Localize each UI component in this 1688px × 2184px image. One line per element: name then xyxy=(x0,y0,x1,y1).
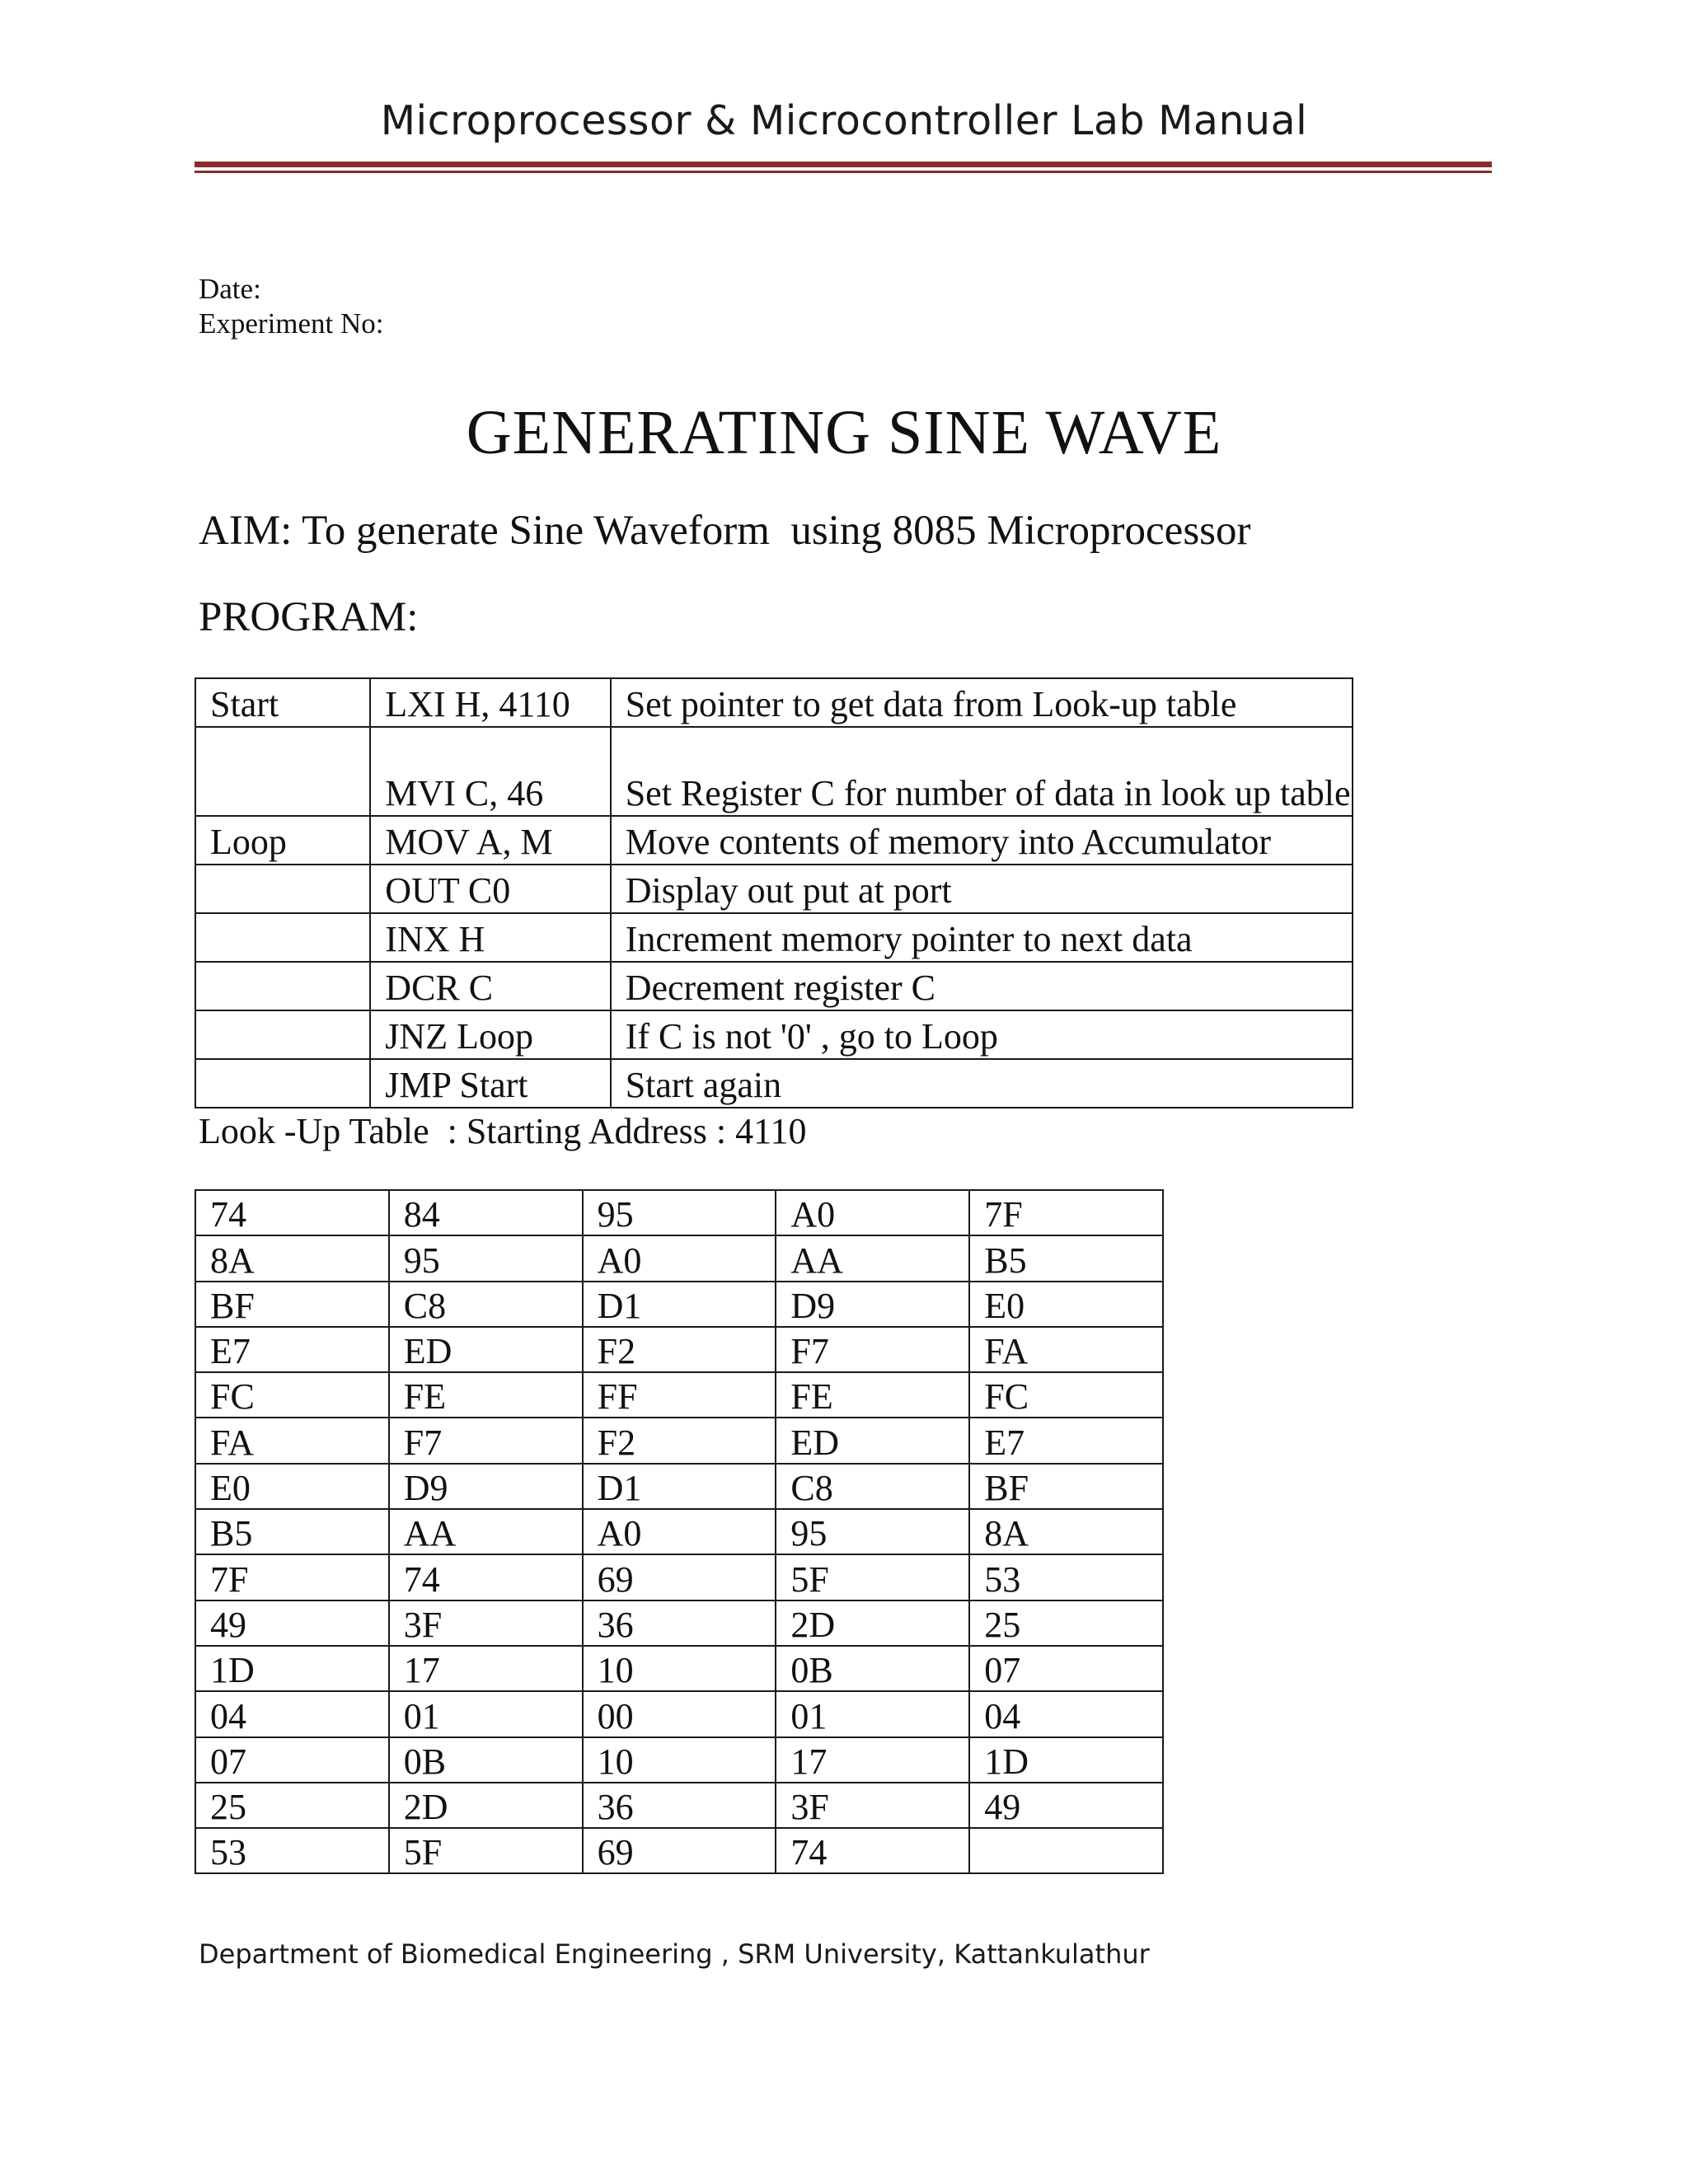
lookup-table-caption: Look -Up Table : Starting Address : 4110 xyxy=(199,1111,807,1151)
lookup-table xyxy=(195,1189,1164,1874)
table-row xyxy=(195,1010,1353,1059)
lookup-cell: 49 xyxy=(969,1783,1163,1828)
table-row xyxy=(195,1418,1163,1463)
header-rule xyxy=(195,162,1492,167)
date-label: Date: xyxy=(199,273,261,305)
table-row xyxy=(195,1509,1163,1554)
table-row xyxy=(195,1190,1163,1235)
lookup-cell: AA xyxy=(776,1235,969,1281)
lookup-cell: FA xyxy=(969,1327,1163,1372)
table-row xyxy=(195,1691,1163,1736)
lookup-cell: 53 xyxy=(195,1828,389,1873)
program-label-cell xyxy=(195,962,370,1010)
header-rule-thin xyxy=(195,171,1492,173)
lookup-cell: 01 xyxy=(389,1691,583,1736)
lookup-cell: E7 xyxy=(195,1327,389,1372)
lookup-cell: FA xyxy=(195,1418,389,1463)
lookup-cell: C8 xyxy=(389,1282,583,1327)
lookup-cell: B5 xyxy=(969,1235,1163,1281)
lookup-cell: A0 xyxy=(583,1235,776,1281)
lookup-cell: 01 xyxy=(776,1691,969,1736)
lookup-cell: 10 xyxy=(583,1737,776,1783)
program-instruction-cell: OUT C0 xyxy=(370,865,610,913)
running-header: Microprocessor & Microcontroller Lab Manual xyxy=(380,97,1308,144)
lookup-cell: 69 xyxy=(583,1554,776,1600)
table-row xyxy=(195,1554,1163,1600)
lookup-cell: 74 xyxy=(776,1828,969,1873)
lookup-cell: 17 xyxy=(776,1737,969,1783)
page-title: GENERATING SINE WAVE xyxy=(466,398,1222,467)
table-row xyxy=(195,913,1353,962)
lookup-cell: 95 xyxy=(583,1190,776,1235)
program-comment-cell: Increment memory pointer to next data xyxy=(611,913,1353,962)
lookup-cell: D1 xyxy=(583,1464,776,1509)
program-instruction-cell: JMP Start xyxy=(370,1059,610,1108)
lookup-cell: 1D xyxy=(195,1646,389,1691)
lookup-cell: 0B xyxy=(776,1646,969,1691)
lookup-cell: AA xyxy=(389,1509,583,1554)
table-row xyxy=(195,727,1353,816)
program-instruction-cell: LXI H, 4110 xyxy=(370,678,610,727)
table-row xyxy=(195,1235,1163,1281)
lookup-cell: 53 xyxy=(969,1554,1163,1600)
lookup-cell: 2D xyxy=(389,1783,583,1828)
program-table xyxy=(195,677,1353,1108)
program-comment-cell: Decrement register C xyxy=(611,962,1353,1010)
lookup-cell: 49 xyxy=(195,1601,389,1646)
program-heading: PROGRAM: xyxy=(199,594,419,640)
table-row xyxy=(195,1828,1163,1873)
lookup-cell: C8 xyxy=(776,1464,969,1509)
lookup-cell: 74 xyxy=(195,1190,389,1235)
lookup-cell: D9 xyxy=(776,1282,969,1327)
program-label-cell xyxy=(195,1059,370,1108)
lookup-cell: ED xyxy=(389,1327,583,1372)
program-label-cell xyxy=(195,865,370,913)
lookup-cell: 2D xyxy=(776,1601,969,1646)
program-label-cell: Loop xyxy=(195,816,370,865)
program-comment-cell: Set Register C for number of data in look up table xyxy=(611,727,1353,816)
program-label-cell xyxy=(195,1010,370,1059)
lookup-cell: 95 xyxy=(389,1235,583,1281)
lookup-cell: 7F xyxy=(969,1190,1163,1235)
program-label-cell: Start xyxy=(195,678,370,727)
table-row xyxy=(195,1601,1163,1646)
lookup-cell: 95 xyxy=(776,1509,969,1554)
lookup-cell: F7 xyxy=(776,1327,969,1372)
lookup-cell: 8A xyxy=(195,1235,389,1281)
program-instruction-cell: MVI C, 46 xyxy=(370,727,610,816)
table-row xyxy=(195,678,1353,727)
table-row xyxy=(195,1327,1163,1372)
program-comment-cell: Start again xyxy=(611,1059,1353,1108)
lookup-cell: 25 xyxy=(969,1601,1163,1646)
lookup-cell: F2 xyxy=(583,1418,776,1463)
lookup-cell: 0B xyxy=(389,1737,583,1783)
table-row xyxy=(195,865,1353,913)
lookup-cell: 04 xyxy=(969,1691,1163,1736)
program-comment-cell: Display out put at port xyxy=(611,865,1353,913)
lookup-cell: 3F xyxy=(776,1783,969,1828)
lookup-cell: 36 xyxy=(583,1783,776,1828)
lookup-cell: BF xyxy=(969,1464,1163,1509)
lookup-cell: FE xyxy=(776,1372,969,1418)
lookup-cell: E7 xyxy=(969,1418,1163,1463)
lookup-cell: 36 xyxy=(583,1601,776,1646)
lookup-cell: A0 xyxy=(583,1509,776,1554)
program-instruction-cell: JNZ Loop xyxy=(370,1010,610,1059)
lookup-cell: 7F xyxy=(195,1554,389,1600)
program-label-cell xyxy=(195,727,370,816)
lookup-cell: D1 xyxy=(583,1282,776,1327)
lookup-cell: 3F xyxy=(389,1601,583,1646)
program-comment-cell: Move contents of memory into Accumulator xyxy=(611,816,1353,865)
lookup-cell: 69 xyxy=(583,1828,776,1873)
lookup-cell: FC xyxy=(195,1372,389,1418)
lookup-cell: 1D xyxy=(969,1737,1163,1783)
lookup-cell: F7 xyxy=(389,1418,583,1463)
program-instruction-cell: INX H xyxy=(370,913,610,962)
page-footer: Department of Biomedical Engineering , SRM University, Kattankulathur xyxy=(199,1938,1150,1970)
lookup-cell: 07 xyxy=(969,1646,1163,1691)
lookup-cell: FC xyxy=(969,1372,1163,1418)
lookup-cell: B5 xyxy=(195,1509,389,1554)
table-row xyxy=(195,962,1353,1010)
table-row xyxy=(195,1464,1163,1509)
lookup-cell: FF xyxy=(583,1372,776,1418)
lookup-cell: 10 xyxy=(583,1646,776,1691)
lookup-cell: A0 xyxy=(776,1190,969,1235)
table-row xyxy=(195,1737,1163,1783)
lookup-cell: 04 xyxy=(195,1691,389,1736)
table-row xyxy=(195,1372,1163,1418)
lookup-cell: BF xyxy=(195,1282,389,1327)
lookup-cell: 8A xyxy=(969,1509,1163,1554)
program-instruction-cell: MOV A, M xyxy=(370,816,610,865)
lookup-cell: E0 xyxy=(969,1282,1163,1327)
aim-statement: AIM: To generate Sine Waveform using 8085 Microprocessor xyxy=(199,508,1251,554)
table-row xyxy=(195,1783,1163,1828)
lookup-cell: 25 xyxy=(195,1783,389,1828)
program-label-cell xyxy=(195,913,370,962)
table-row xyxy=(195,1059,1353,1108)
lookup-cell: 74 xyxy=(389,1554,583,1600)
lookup-cell: FE xyxy=(389,1372,583,1418)
lookup-cell: 5F xyxy=(776,1554,969,1600)
lookup-cell: 5F xyxy=(389,1828,583,1873)
experiment-number-label: Experiment No: xyxy=(199,307,384,340)
table-row xyxy=(195,816,1353,865)
lookup-cell xyxy=(969,1828,1163,1873)
lookup-cell: ED xyxy=(776,1418,969,1463)
lookup-cell: F2 xyxy=(583,1327,776,1372)
lookup-cell: E0 xyxy=(195,1464,389,1509)
lookup-cell: 07 xyxy=(195,1737,389,1783)
lookup-cell: 17 xyxy=(389,1646,583,1691)
table-row xyxy=(195,1646,1163,1691)
lookup-cell: 84 xyxy=(389,1190,583,1235)
program-instruction-cell: DCR C xyxy=(370,962,610,1010)
lookup-cell: 00 xyxy=(583,1691,776,1736)
table-row xyxy=(195,1282,1163,1327)
program-comment-cell: If C is not '0' , go to Loop xyxy=(611,1010,1353,1059)
lookup-cell: D9 xyxy=(389,1464,583,1509)
program-comment-cell: Set pointer to get data from Look-up table xyxy=(611,678,1353,727)
